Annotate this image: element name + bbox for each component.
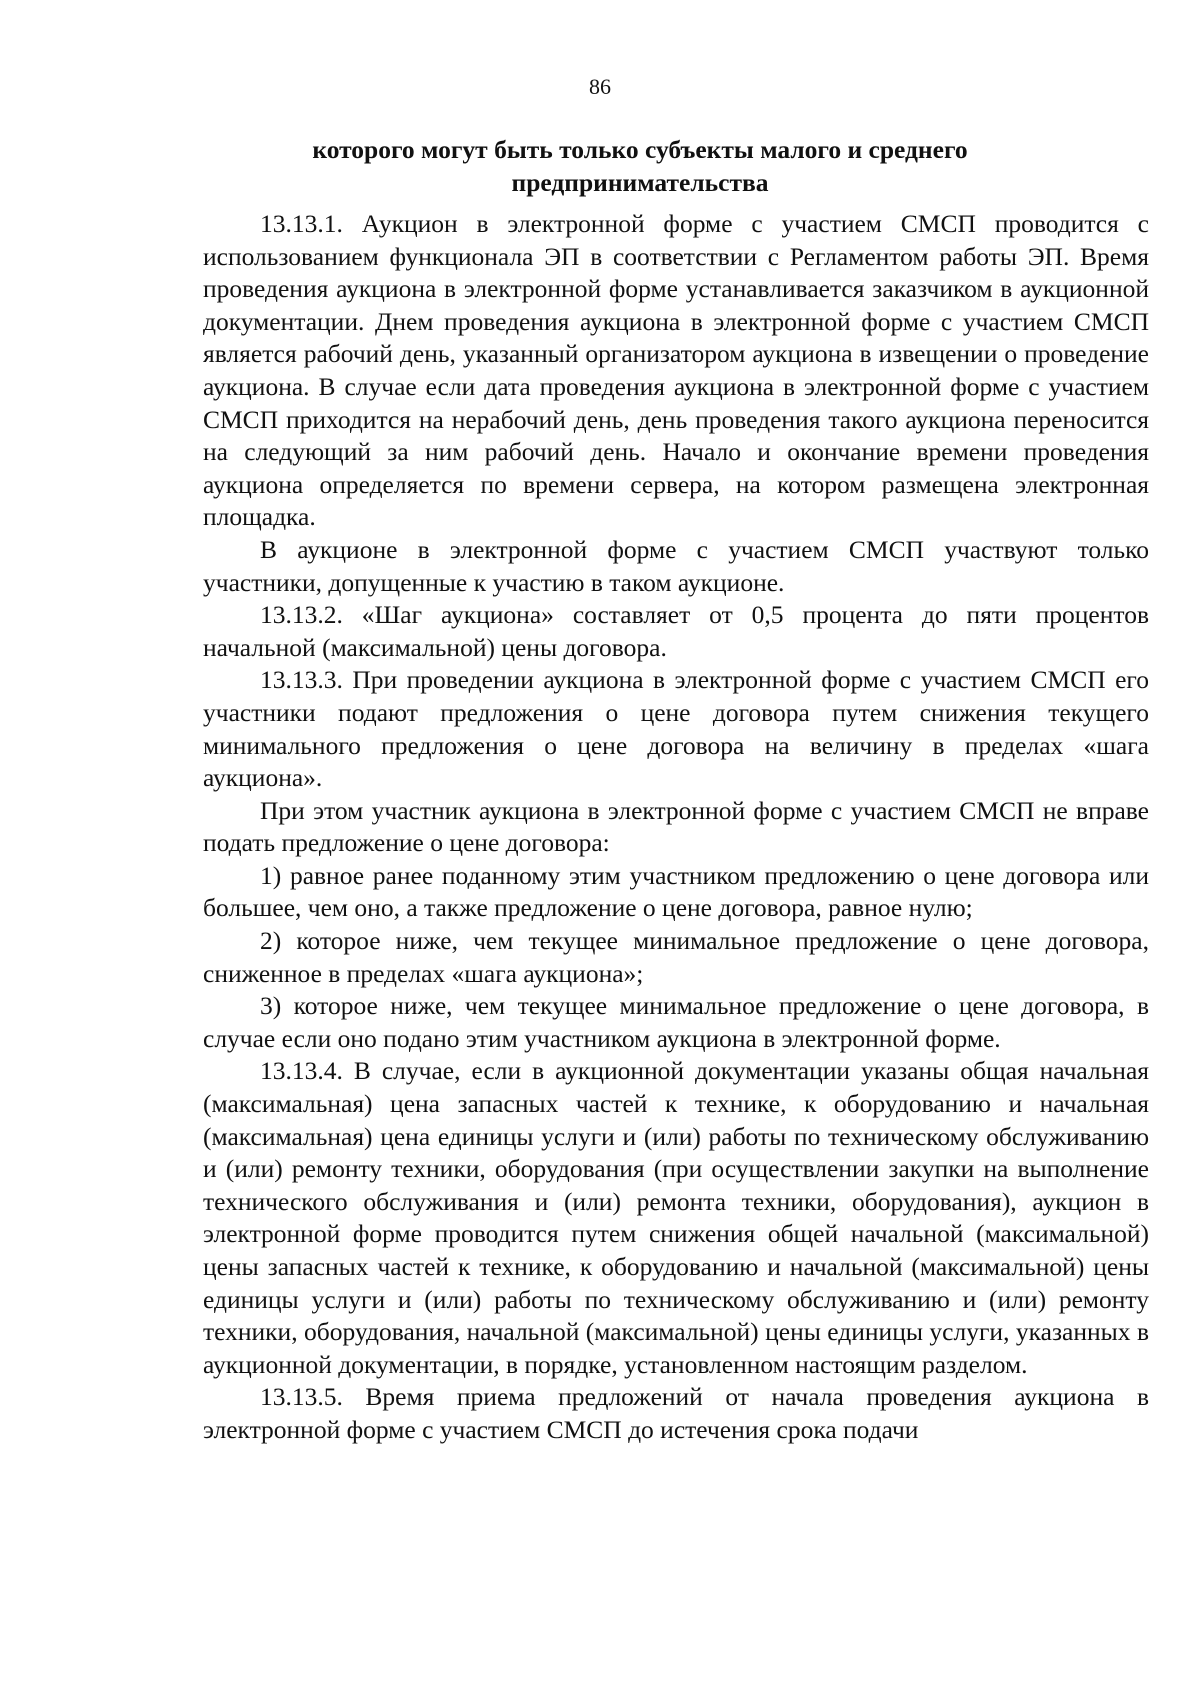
paragraph-participants: В аукционе в электронной форме с участием СМСП участвуют только участники, допущенные к участию в таком аукционе. <box>203 534 1149 597</box>
section-heading: которого могут быть только субъекты малого и среднего предпринимательства <box>312 135 968 197</box>
list-item-3: 3) которое ниже, чем текущее минимальное предложение о цене договора, в случае если оно подано этим участником аукциона в электронной форме. <box>203 991 1149 1053</box>
paragraph-13-13-4: 13.13.4. В случае, если в аукционной документации указаны общая начальная (максимальная) цена запасных частей к технике, к оборудованию и начальная (максимальная) цена единицы услуги и (или) работы по техническому обслуживанию и (или) ремонту техники, оборудования (при осуществлении закупки на выполнение технического обслуживания и (или) ремонта техники, оборудования), аукцион в электронной форме проводится путем снижения общей начальной (максимальной) цены запасных частей к технике, к оборудованию и начальной (максимальной) цены единицы услуги и (или) работы по техническому обслуживанию и (или) ремонту техники, оборудования, начальной (максимальной) цены единицы услуги, указанных в аукционной документации, в порядке, установленном настоящим разделом. <box>203 1056 1149 1379</box>
paragraph-restrictions: При этом участник аукциона в электронной форме с участием СМСП не вправе подать предложение о цене договора: <box>203 795 1149 858</box>
paragraph-13-13-2: 13.13.2. «Шаг аукциона» составляет от 0,5 процента до пяти процентов начальной (максимальной) цены договора. <box>203 600 1149 662</box>
paragraph-13-13-5: 13.13.5. Время приема предложений от начала проведения аукциона в электронной форме с участием СМСП до истечения срока подачи <box>203 1382 1149 1444</box>
document-body <box>203 208 1149 1447</box>
list-item-2: 2) которое ниже, чем текущее минимальное предложение о цене договора, сниженное в пределах «шага аукциона»; <box>203 926 1149 988</box>
paragraph-13-13-3: 13.13.3. При проведении аукциона в электронной форме с участием СМСП его участники подают предложения о цене договора путем снижения текущего минимального предложения о цене договора на величину в пределах «шага аукциона». <box>203 665 1149 793</box>
paragraph-13-13-1: 13.13.1. Аукцион в электронной форме с участием СМСП проводится с использованием функционала ЭП в соответствии с Регламентом работы ЭП. Время проведения аукциона в электронной форме устанавливается заказчиком в аукционной документации. Днем проведения аукциона в электронной форме с участием СМСП является рабочий день, указанный организатором аукциона в извещении о проведение аукциона. В случае если дата проведения аукциона в электронной форме с участием СМСП приходится на нерабочий день, день проведения такого аукциона переносится на следующий за ним рабочий день. Начало и окончание времени проведения аукциона определяется по времени сервера, на котором размещена электронная площадка. <box>203 209 1149 532</box>
list-item-1: 1) равное ранее поданному этим участником предложению о цене договора или большее, чем оно, а также предложение о цене договора, равное нулю; <box>203 860 1149 923</box>
page-number: 86 <box>589 74 611 99</box>
